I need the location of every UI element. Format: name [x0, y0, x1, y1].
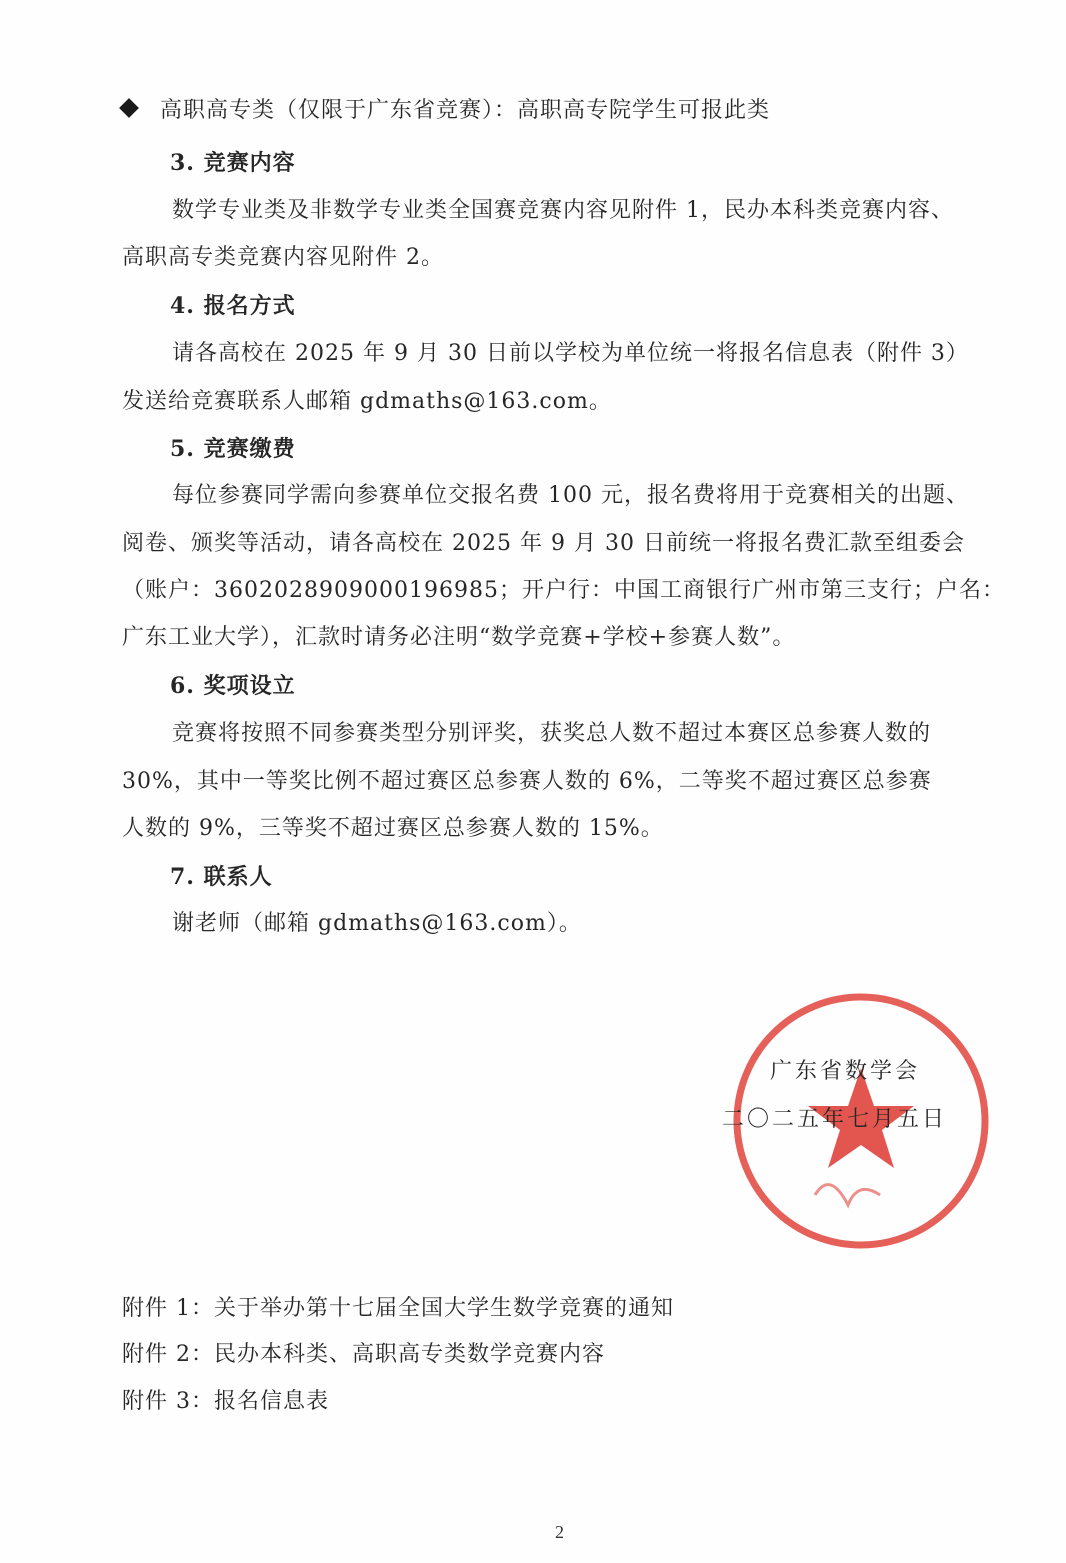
diamond-bullet-icon	[119, 98, 139, 118]
paragraph-line: 30%，其中一等奖比例不超过赛区总参赛人数的 6%，二等奖不超过赛区总参赛	[122, 769, 932, 794]
seal-mark	[815, 1185, 880, 1205]
paragraph-line: 阅卷、颁奖等活动，请各高校在 2025 年 9 月 30 日前统一将报名费汇款至组委会	[122, 531, 965, 556]
paragraph-line: 请各高校在 2025 年 9 月 30 日前以学校为单位统一将报名信息表（附件 3）	[172, 341, 969, 366]
paragraph-line: 广东工业大学），汇款时请务必注明“数学竞赛+学校+参赛人数”。	[122, 625, 796, 650]
attachment-item: 附件 3：报名信息表	[122, 1389, 329, 1414]
paragraph-line: 人数的 9%，三等奖不超过赛区总参赛人数的 15%。	[122, 816, 664, 841]
paragraph-line: 竞赛将按照不同参赛类型分别评奖，获奖总人数不超过本赛区总参赛人数的	[172, 721, 932, 746]
section-heading-content: 3. 竞赛内容	[170, 150, 296, 176]
paragraph-line: 发送给竞赛联系人邮箱 gdmaths@163.com。	[122, 389, 612, 414]
section-heading-registration: 4. 报名方式	[170, 293, 296, 319]
paragraph-line: 高职高专类竞赛内容见附件 2。	[122, 245, 444, 270]
signature-organization: 广东省数学会	[770, 1059, 921, 1084]
attachment-item: 附件 1：关于举办第十七届全国大学生数学竞赛的通知	[122, 1296, 674, 1321]
paragraph-line: 数学专业类及非数学专业类全国赛竞赛内容见附件 1，民办本科类竞赛内容、	[172, 198, 954, 223]
section-heading-awards: 6. 奖项设立	[170, 673, 296, 699]
paragraph-line: 谢老师（邮箱 gdmaths@163.com）。	[172, 911, 582, 936]
paragraph-line: （账户：3602028909000196985；开户行：中国工商银行广州市第三支行；户名：	[122, 578, 1005, 603]
bullet-item	[122, 96, 770, 126]
paragraph-line: 每位参赛同学需向参赛单位交报名费 100 元，报名费将用于竞赛相关的出题、	[172, 483, 969, 508]
section-heading-fee: 5. 竞赛缴费	[170, 436, 296, 462]
signature-date: 二〇二五年七月五日	[722, 1107, 948, 1132]
bullet-item-text: 高职高专类（仅限于广东省竞赛）：高职高专院学生可报此类	[160, 98, 771, 123]
attachment-item: 附件 2：民办本科类、高职高专类数学竞赛内容	[122, 1342, 605, 1367]
page-number: 2	[555, 1522, 564, 1542]
section-heading-contact: 7. 联系人	[170, 864, 273, 890]
